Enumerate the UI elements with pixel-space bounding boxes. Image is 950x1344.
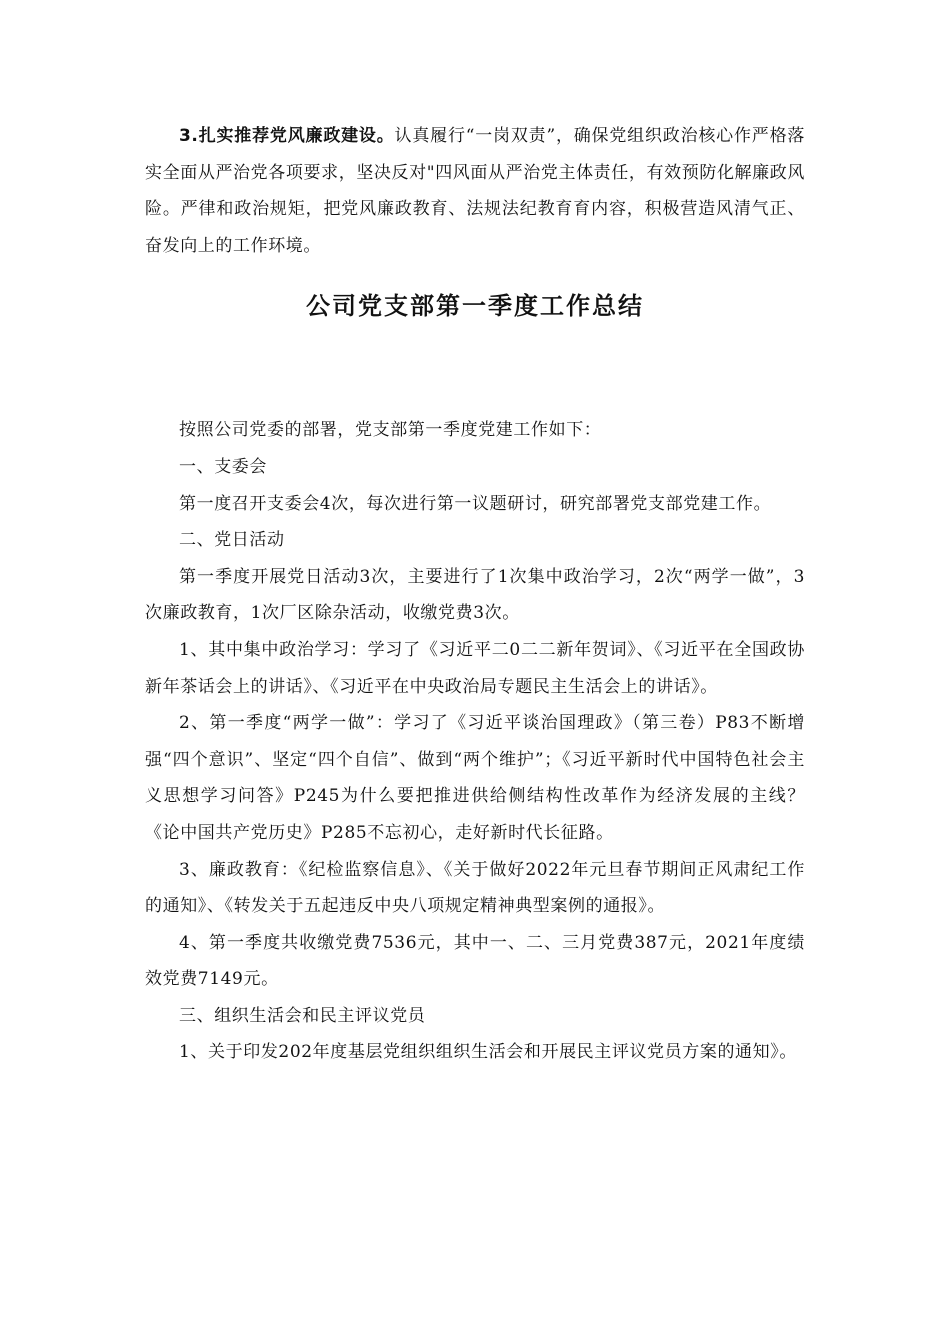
top-section-text: 认真履行“一岗双责”，确保党组织政治核心作严格落实全面从严治党各项要求，坚决反对"四风面从严治党主体责任，有效预防化解廉政风险。严律和政治规矩，把党风廉政教育、法规法纪教育育内容，积极营造风清气正、奋发向上的工作环境。 xyxy=(145,126,805,256)
intro-paragraph: 按照公司党委的部署，党支部第一季度党建工作如下： xyxy=(179,420,602,441)
document-title: 公司党支部第一季度工作总结 xyxy=(306,292,644,321)
section2-paragraph: 第一季度开展党日活动3次，主要进行了1次集中政治学习，2次“两学一做”，3次廉政教育，1次厂区除杂活动，收缴党费3次。 xyxy=(145,566,805,624)
section2-item-1: 1、其中集中政治学习：学习了《习近平二0二二新年贺词》、《习近平在全国政协新年茶话会上的讲话》、《习近平在中央政治局专题民主生活会上的讲话》。 xyxy=(145,639,805,697)
section3-item-1: 1、关于印发202年度基层党组织组织生活会和开展民主评议党员方案的通知》。 xyxy=(179,1042,797,1063)
section2-item-4: 4、第一季度共收缴党费7536元，其中一、二、三月党费387元，2021年度绩效党费7149元。 xyxy=(145,932,805,990)
section2-item-2: 2、第一季度“两学一做”：学习了《习近平谈治国理政》（第三卷）P83不断增强“四个意识”、坚定“四个自信”、做到“两个维护”；《习近平新时代中国特色社会主义思想学习问答》P245为什么要把推进供给侧结构性改革作为经济发展的主线？《论中国共产党历史》P285不忘初心，走好新时代长征路。 xyxy=(145,713,805,843)
section3-heading: 三、组织生活会和民主评议党员 xyxy=(179,1005,426,1026)
section1-heading: 一、支委会 xyxy=(179,456,267,477)
section1-paragraph: 第一度召开支委会4次，每次进行第一议题研讨，研究部署党支部党建工作。 xyxy=(179,493,772,514)
document-body xyxy=(145,118,805,1071)
top-section-paragraph xyxy=(145,118,805,264)
section2-item-3: 3、廉政教育：《纪检监察信息》、《关于做好2022年元旦春节期间正风肃纪工作的通知》、《转发关于五起违反中央八项规定精神典型案例的通报》。 xyxy=(145,859,805,917)
section2-heading: 二、党日活动 xyxy=(179,530,285,551)
top-section-lead: 3.扎实推荐党风廉政建设。 xyxy=(179,126,395,146)
